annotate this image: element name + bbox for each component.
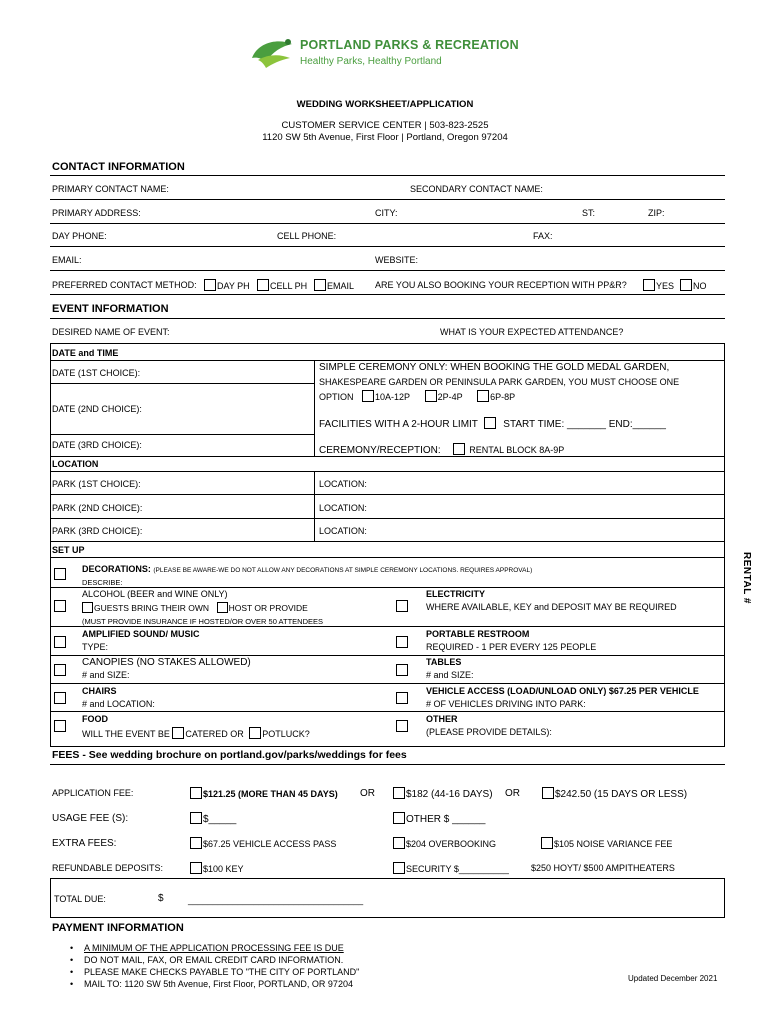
electricity-title: ELECTRICITY (426, 589, 486, 599)
simple-ceremony-line1: SIMPLE CEREMONY ONLY: WHEN BOOKING THE GOLD MEDAL GARDEN, (319, 362, 670, 373)
refundable-deposits-label: REFUNDABLE DEPOSITS: (52, 863, 164, 873)
park1-location-label: LOCATION: (319, 479, 367, 489)
option-6p-8p-checkbox[interactable] (477, 390, 489, 402)
setup-heading: SET UP (52, 545, 85, 555)
address-line: 1120 SW 5th Avenue, First Floor | Portland, Oregon 97204 (262, 132, 508, 143)
usage-fee-option-2[interactable] (393, 812, 486, 825)
tables-title: TABLES (426, 657, 462, 667)
electricity-note: WHERE AVAILABLE, KEY and DEPOSIT MAY BE REQUIRED (426, 602, 677, 612)
cell-phone-label: CELL PHONE: (277, 231, 337, 241)
portable-restroom-title: PORTABLE RESTROOM (426, 629, 530, 639)
other-details-label: (PLEASE PROVIDE DETAILS): (426, 727, 552, 737)
deposit-option-1-text: $100 KEY (203, 864, 244, 874)
method-day-text: DAY PH (217, 281, 250, 291)
app-fee-option-1[interactable] (190, 787, 338, 800)
rental-number-label: RENTAL # (741, 552, 752, 604)
email-label: EMAIL: (52, 255, 82, 265)
org-name: PORTLAND PARKS & RECREATION (300, 38, 519, 52)
state-label: ST: (582, 208, 596, 218)
amplified-sound-title: AMPLIFIED SOUND/ MUSIC (82, 629, 200, 639)
usage-fee-option-1-text: $_____ (203, 814, 237, 825)
extra-fee-option-1[interactable] (190, 837, 336, 850)
vehicle-access-checkbox[interactable] (396, 692, 408, 704)
method-email-checkbox[interactable] (314, 279, 326, 291)
facilities-row (319, 417, 666, 430)
alcohol-host-provide-text: HOST OR PROVIDE (228, 603, 308, 613)
leaf-logo-icon (248, 36, 296, 70)
option-2p-4p-text: 2P-4P (437, 392, 463, 402)
tables-checkbox[interactable] (396, 664, 408, 676)
alcohol-title: ALCOHOL (BEER and WINE ONLY) (82, 589, 228, 599)
day-phone-label: DAY PHONE: (52, 231, 107, 241)
alcohol-options (82, 602, 308, 614)
decorations-describe-label: DESCRIBE: (82, 578, 123, 587)
deposit-option-2-checkbox[interactable] (393, 862, 405, 874)
facilities-label: FACILITIES WITH A 2-HOUR LIMIT (319, 419, 478, 430)
location-heading: LOCATION (52, 459, 99, 469)
or-text-2: OR (505, 788, 520, 799)
date-first-choice-label: DATE (1ST CHOICE): (52, 368, 141, 378)
ceremony-reception-label: CEREMONY/RECEPTION: (319, 445, 441, 456)
desired-event-name-label: DESIRED NAME OF EVENT: (52, 327, 170, 337)
event-heading: EVENT INFORMATION (52, 303, 169, 315)
date-third-choice-label: DATE (3RD CHOICE): (52, 440, 142, 450)
deposit-option-1[interactable] (190, 862, 244, 875)
extra-fee-option-1-text: $67.25 VEHICLE ACCESS PASS (203, 839, 337, 849)
payment-item: • DO NOT MAIL, FAX, OR EMAIL CREDIT CARD INFORMATION. (62, 954, 359, 966)
extra-fee-option-1-checkbox[interactable] (190, 837, 202, 849)
reception-no-checkbox[interactable] (680, 279, 692, 291)
canopies-size-label: # and SIZE: (82, 670, 130, 680)
alcohol-insurance-note: (MUST PROVIDE INSURANCE IF HOSTED/OR OVER 50 ATTENDEES (82, 617, 324, 626)
extra-fee-option-3-checkbox[interactable] (541, 837, 553, 849)
payment-item: • MAIL TO: 1120 SW 5th Avenue, First Floor, PORTLAND, OR 97204 (62, 978, 359, 990)
payment-heading: PAYMENT INFORMATION (52, 922, 184, 934)
vehicle-access-title: VEHICLE ACCESS (LOAD/UNLOAD ONLY) $67.25 PER VEHICLE (426, 686, 699, 696)
facilities-checkbox[interactable] (484, 417, 496, 429)
primary-address-label: PRIMARY ADDRESS: (52, 208, 141, 218)
usage-fee-option-1[interactable] (190, 812, 236, 825)
decorations-row (82, 564, 532, 576)
extra-fee-option-3[interactable] (541, 837, 672, 850)
chairs-checkbox[interactable] (54, 692, 66, 704)
app-fee-option-1-checkbox[interactable] (190, 787, 202, 799)
method-cell-checkbox[interactable] (257, 279, 269, 291)
date-time-heading: DATE and TIME (52, 348, 119, 358)
decorations-checkbox[interactable] (54, 568, 66, 580)
portable-restroom-checkbox[interactable] (396, 636, 408, 648)
option-2p-4p-checkbox[interactable] (425, 390, 437, 402)
fees-heading: FEES - See wedding brochure on portland.gov/parks/weddings for fees (52, 749, 407, 761)
canopies-checkbox[interactable] (54, 664, 66, 676)
food-title: FOOD (82, 714, 108, 724)
logo (248, 36, 528, 72)
zip-label: ZIP: (648, 208, 665, 218)
option-10a-12p-text: 10A-12P (375, 392, 411, 402)
extra-fee-option-3-text: $105 NOISE VARIANCE FEE (554, 839, 673, 849)
option-10a-12p[interactable] (362, 390, 410, 403)
method-day-option[interactable] (204, 279, 250, 292)
park-first-choice-label: PARK (1ST CHOICE): (52, 479, 141, 489)
park2-location-label: LOCATION: (319, 503, 367, 513)
food-potluck-checkbox[interactable] (249, 727, 261, 739)
food-question-text: WILL THE EVENT BE (82, 729, 170, 739)
reception-yes-checkbox[interactable] (643, 279, 655, 291)
app-fee-option-2[interactable] (393, 787, 493, 800)
option-6p-8p[interactable] (477, 390, 515, 403)
alcohol-checkbox[interactable] (54, 600, 66, 612)
alcohol-guests-own-checkbox[interactable] (82, 602, 93, 613)
total-due-line[interactable]: ___________________________________ (188, 895, 364, 905)
reception-no-text: NO (693, 281, 707, 291)
park-second-choice-label: PARK (2ND CHOICE): (52, 503, 143, 513)
secondary-contact-name-label: SECONDARY CONTACT NAME: (410, 184, 543, 194)
deposit-option-3-text: $250 HOYT/ $500 AMPITHEATERS (531, 863, 675, 873)
option-10a-12p-checkbox[interactable] (362, 390, 374, 402)
portable-restroom-note: REQUIRED - 1 PER EVERY 125 PEOPLE (426, 642, 597, 652)
extra-fee-option-2[interactable] (393, 837, 496, 850)
option-label: OPTION (319, 392, 354, 402)
start-end-time-label: START TIME: _______ END:______ (503, 419, 666, 430)
chairs-location-label: # and LOCATION: (82, 699, 155, 709)
chairs-title: CHAIRS (82, 686, 117, 696)
tables-size-label: # and SIZE: (426, 670, 474, 680)
other-title: OTHER (426, 714, 458, 724)
food-catered-checkbox[interactable] (172, 727, 184, 739)
website-label: WEBSITE: (375, 255, 419, 265)
decorations-note: (PLEASE BE AWARE-WE DO NOT ALLOW ANY DECORATIONS AT SIMPLE CEREMONY LOCATIONS. REQUIRES APPROVAL) (153, 567, 533, 574)
extra-fees-label: EXTRA FEES: (52, 838, 117, 849)
canopies-title: CANOPIES (NO STAKES ALLOWED) (82, 657, 251, 668)
method-day-checkbox[interactable] (204, 279, 216, 291)
reception-no-option[interactable] (680, 279, 707, 292)
method-email-text: EMAIL (327, 281, 355, 291)
usage-fee-option-2-checkbox[interactable] (393, 812, 405, 824)
app-fee-option-3-text: $242.50 (15 DAYS OR LESS) (555, 789, 688, 800)
payment-item: • PLEASE MAKE CHECKS PAYABLE TO "THE CITY OF PORTLAND" (62, 966, 359, 978)
org-tagline: Healthy Parks, Healthy Portland (300, 56, 442, 67)
app-fee-option-3[interactable] (542, 787, 687, 800)
fax-label: FAX: (533, 231, 553, 241)
preferred-contact-label: PREFERRED CONTACT METHOD: (52, 280, 197, 290)
simple-ceremony-line2: SHAKESPEARE GARDEN OR PENINSULA PARK GARDEN, YOU MUST CHOOSE ONE (319, 377, 680, 387)
deposit-option-1-checkbox[interactable] (190, 862, 202, 874)
vehicle-count-label: # OF VEHICLES DRIVING INTO PARK: (426, 699, 586, 709)
payment-item: • A MINIMUM OF THE APPLICATION PROCESSING FEE IS DUE (62, 942, 359, 954)
simple-option-row (319, 390, 515, 403)
reception-question: ARE YOU ALSO BOOKING YOUR RECEPTION WITH PP&R? (375, 280, 627, 290)
app-fee-option-2-checkbox[interactable] (393, 787, 405, 799)
reception-yes-option[interactable] (643, 279, 674, 292)
deposit-option-2[interactable] (393, 862, 509, 875)
food-catered-text: CATERED OR (185, 729, 244, 739)
updated-date: Updated December 2021 (628, 974, 718, 983)
option-6p-8p-text: 6P-8P (490, 392, 516, 402)
total-due-box (50, 878, 725, 918)
method-cell-option[interactable] (257, 279, 307, 292)
alcohol-host-provide-checkbox[interactable] (217, 602, 228, 613)
total-due-currency: $ (158, 893, 164, 904)
method-cell-text: CELL PH (270, 281, 308, 291)
usage-fee-label: USAGE FEE (S): (52, 813, 129, 824)
rental-block-label: RENTAL BLOCK 8A-9P (469, 445, 565, 455)
method-email-option[interactable] (314, 279, 354, 292)
city-label: CITY: (375, 208, 398, 218)
usage-fee-option-1-checkbox[interactable] (190, 812, 202, 824)
rental-block-checkbox[interactable] (453, 443, 465, 455)
park-third-choice-label: PARK (3RD CHOICE): (52, 526, 143, 536)
amplified-sound-type-label: TYPE: (82, 642, 109, 652)
app-fee-option-2-text: $182 (44-16 DAYS) (406, 789, 493, 800)
app-fee-option-3-checkbox[interactable] (542, 787, 554, 799)
payment-list (62, 942, 359, 990)
extra-fee-option-2-text: $204 OVERBOOKING (406, 839, 497, 849)
food-question-row (82, 727, 310, 740)
customer-service-line: CUSTOMER SERVICE CENTER | 503-823-2525 (281, 120, 489, 131)
primary-contact-name-label: PRIMARY CONTACT NAME: (52, 184, 169, 194)
reception-yes-text: YES (656, 281, 675, 291)
food-potluck-text: POTLUCK? (262, 729, 310, 739)
option-2p-4p[interactable] (425, 390, 463, 403)
or-text-1: OR (360, 788, 375, 799)
attendance-label: WHAT IS YOUR EXPECTED ATTENDANCE? (440, 327, 624, 337)
amplified-sound-checkbox[interactable] (54, 636, 66, 648)
date-second-choice-label: DATE (2ND CHOICE): (52, 404, 142, 414)
form-title: WEDDING WORKSHEET/APPLICATION (296, 99, 474, 110)
electricity-checkbox[interactable] (396, 600, 408, 612)
usage-fee-option-2-text: OTHER $ ______ (406, 814, 486, 825)
other-checkbox[interactable] (396, 720, 408, 732)
food-checkbox[interactable] (54, 720, 66, 732)
total-due-label: TOTAL DUE: (54, 894, 106, 904)
app-fee-option-1-text: $121.25 (MORE THAN 45 DAYS) (203, 789, 338, 799)
park3-location-label: LOCATION: (319, 526, 367, 536)
alcohol-guests-own-text: GUESTS BRING THEIR OWN (94, 603, 210, 613)
ceremony-reception-row (319, 443, 564, 456)
application-fee-label: APPLICATION FEE: (52, 788, 134, 798)
contact-heading: CONTACT INFORMATION (52, 161, 185, 173)
deposit-option-2-text: SECURITY $__________ (406, 864, 509, 874)
extra-fee-option-2-checkbox[interactable] (393, 837, 405, 849)
decorations-title: DECORATIONS: (82, 564, 151, 574)
